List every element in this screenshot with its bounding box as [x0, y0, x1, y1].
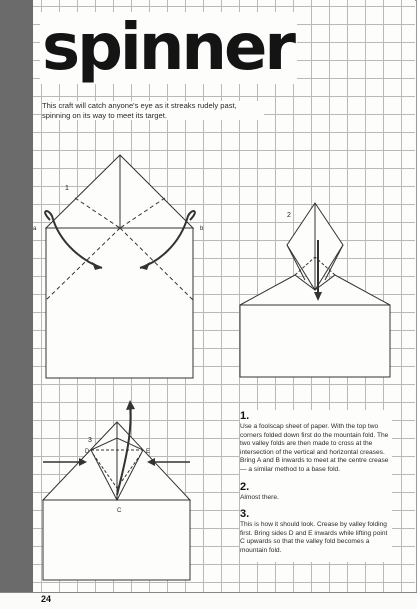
intro-text: This craft will catch anyone's eye as it streaks rudely past, spinning on its way to meet its target. [42, 101, 264, 120]
point-c-label: C [117, 508, 122, 514]
paper-sheet [46, 228, 193, 378]
diagram-step-3 [33, 400, 203, 585]
step-2-text: Almost there. [240, 493, 279, 501]
step-3-label: 3 [88, 437, 92, 444]
diagram-step-1 [30, 150, 220, 382]
point-b-label: b [200, 226, 204, 232]
paper-sheet [240, 305, 390, 377]
step-1-text: Use a foolscap sheet of paper. With the top two corners folded down first do the mountain fold. The two valley folds are then made to cross at the intersection of the vertical and horizontal creases. Bring A and B inwards to meet at the centre crease — a similar method to a base fold. [240, 423, 389, 473]
point-a-label: a [33, 226, 37, 232]
instructions [240, 410, 392, 562]
step-2-number: 2. [240, 480, 250, 493]
point-d-label: D [85, 449, 90, 455]
page-title: spinner [40, 12, 297, 84]
point-e-label: E [146, 449, 151, 455]
binding-spine [0, 0, 33, 592]
page-footer-strip [0, 592, 417, 609]
step-3-text: This is how it should look. Crease by valley folding first. Bring sides D and E inwards while lifting point C upwards so that the valley fold becomes a mountain fold. [240, 521, 388, 554]
lift-arrowhead [126, 400, 135, 410]
step-2-label: 2 [287, 212, 291, 219]
step-1-number: 1. [240, 410, 250, 422]
page-number: 24 [41, 594, 52, 604]
step-3-number: 3. [240, 508, 250, 521]
diagram-step-2 [235, 195, 395, 380]
step-1-label: 1 [65, 185, 69, 192]
